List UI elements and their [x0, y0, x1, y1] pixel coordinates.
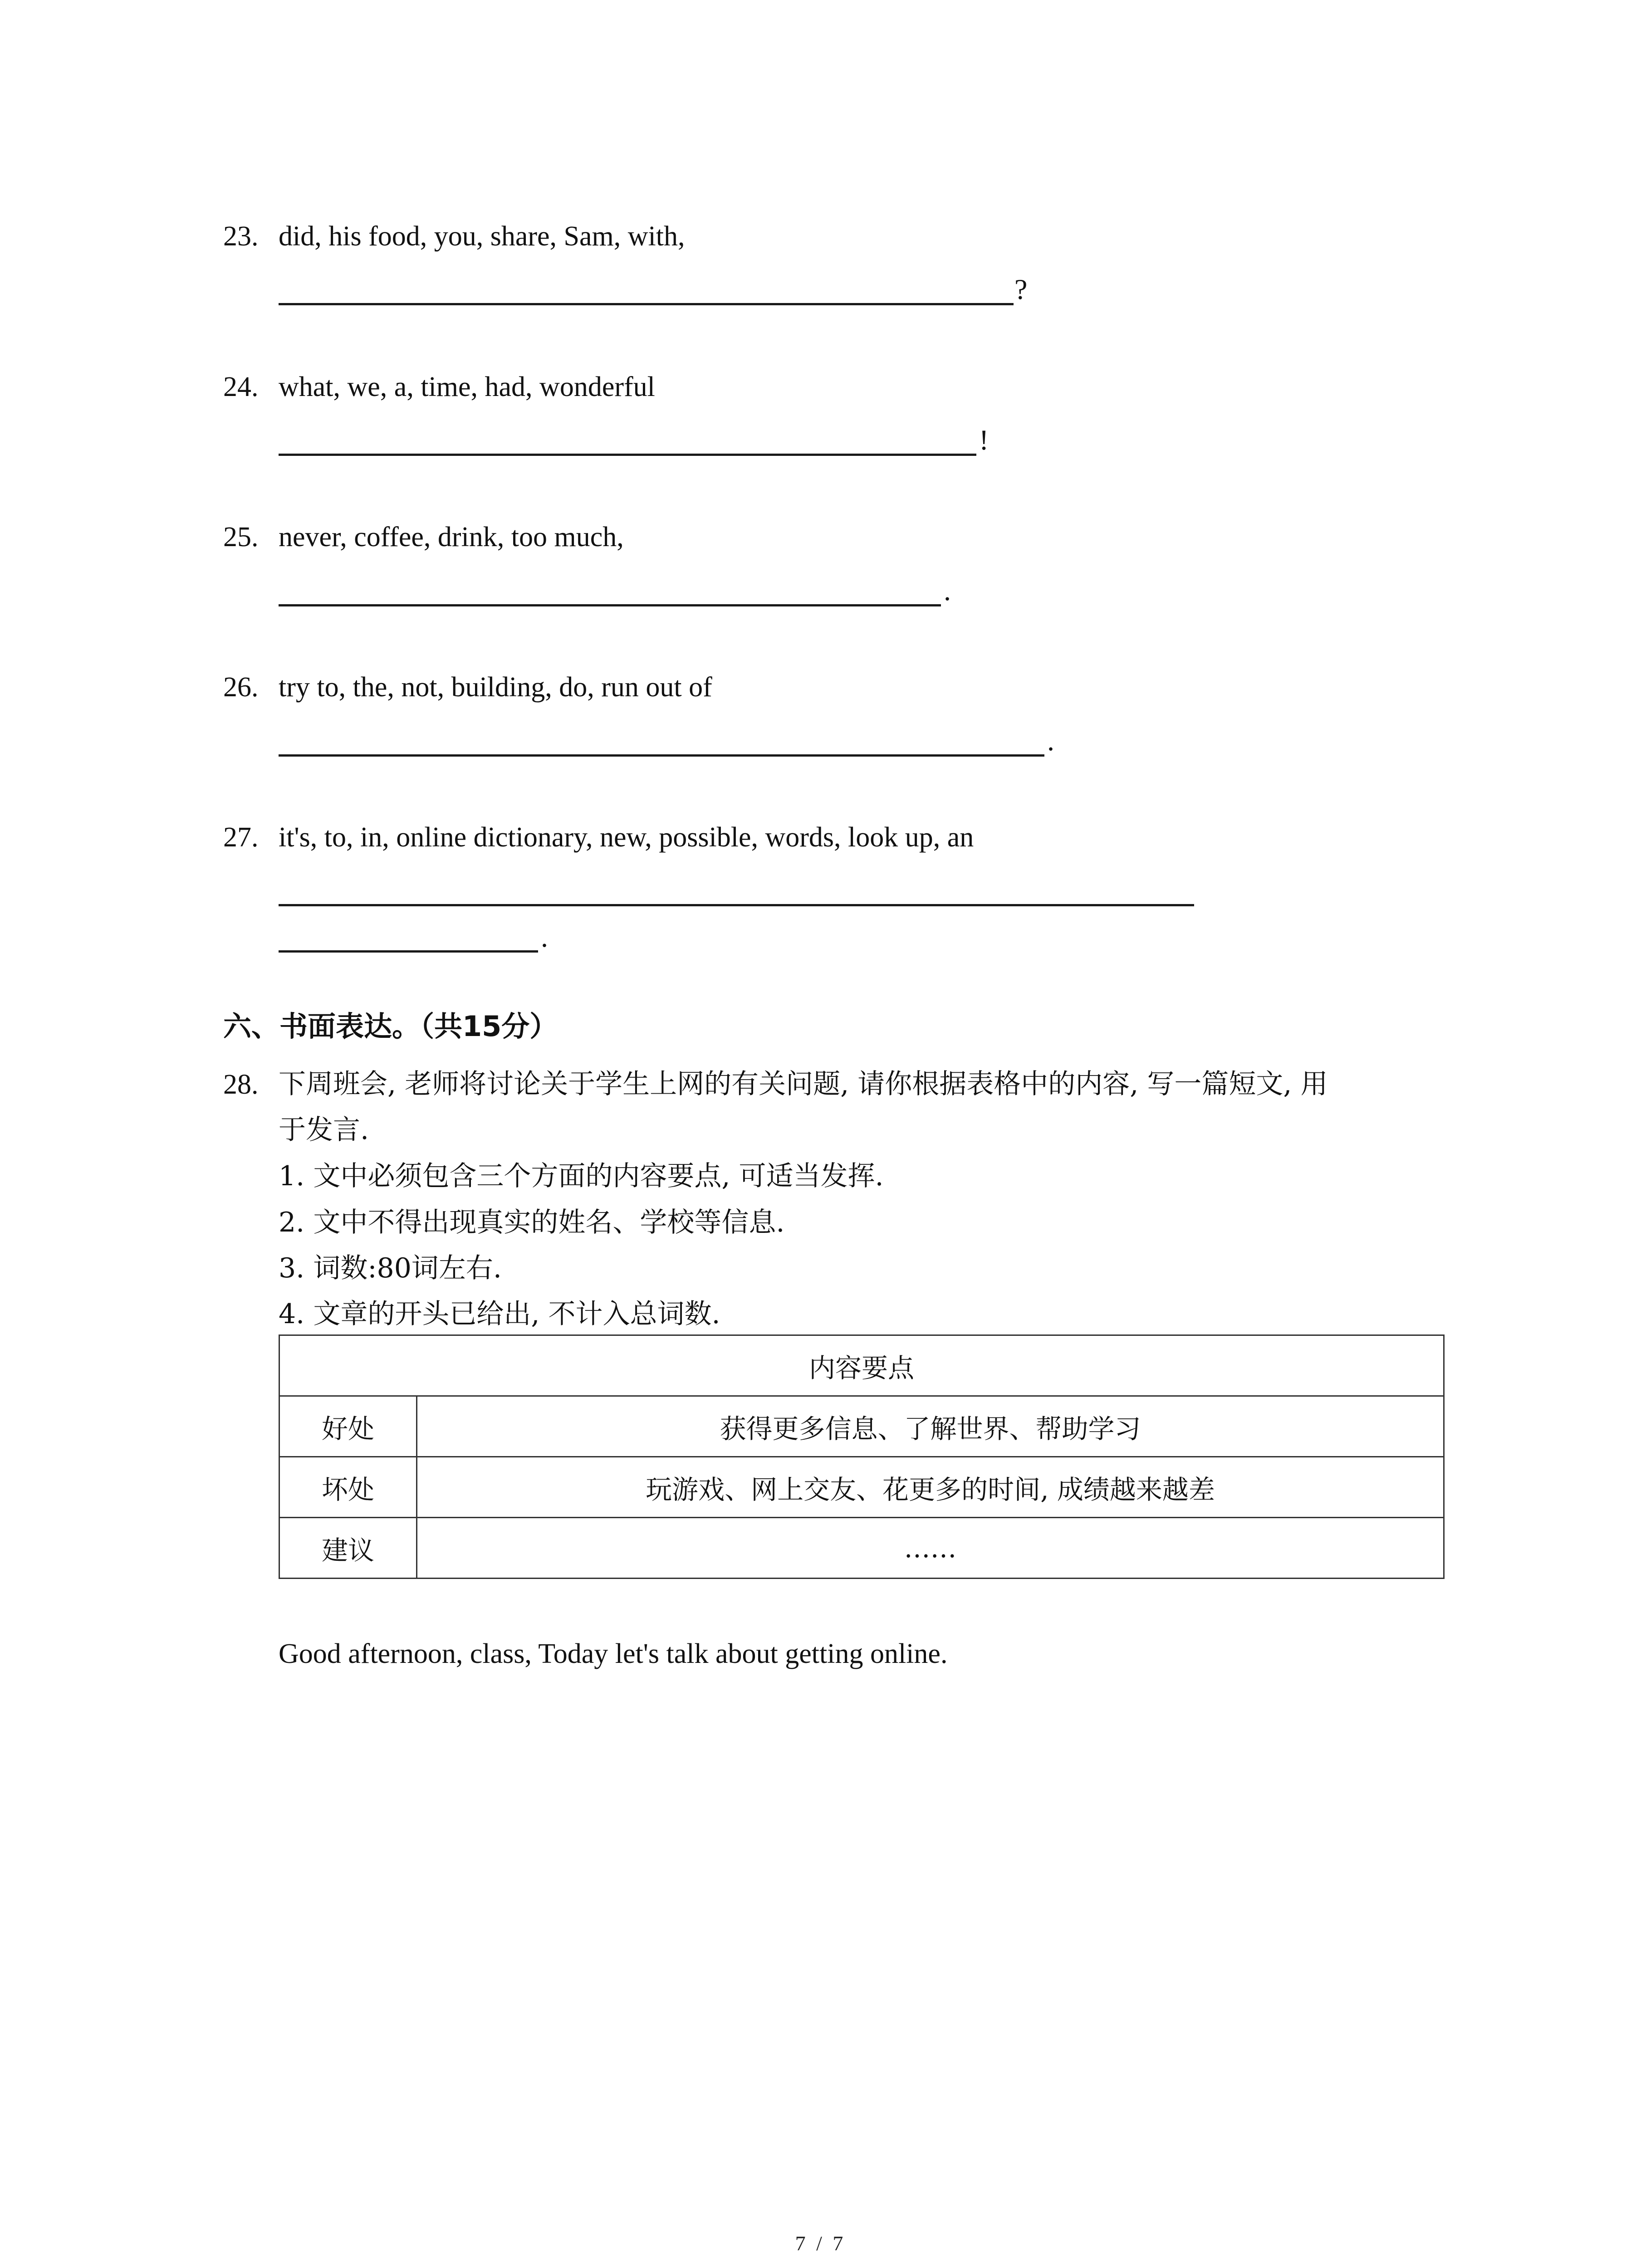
question-words: did, his food, you, share, Sam, with, — [279, 221, 685, 252]
answer-line[interactable] — [279, 303, 1014, 305]
end-mark: . — [1047, 724, 1054, 757]
question-number: 23. — [223, 221, 259, 252]
requirement-item: 4. 文章的开头已给出, 不计入总词数. — [279, 1298, 720, 1330]
question-number: 24. — [223, 371, 259, 402]
requirement-item: 3. 词数:80词左右. — [279, 1252, 502, 1284]
end-mark: . — [944, 574, 951, 606]
table-row — [279, 1396, 1444, 1457]
end-mark: . — [541, 921, 548, 953]
table-row — [279, 1457, 1444, 1518]
answer-line[interactable] — [279, 604, 941, 606]
page-number: 7 / 7 — [795, 2232, 846, 2255]
table-header: 内容要点 — [279, 1335, 1444, 1396]
question-words: what, we, a, time, had, wonderful — [279, 371, 655, 402]
question-number: 25. — [223, 522, 259, 552]
prompt-line-2: 于发言. — [279, 1114, 369, 1146]
answer-line[interactable] — [279, 950, 538, 953]
table-header-row — [279, 1335, 1444, 1396]
question-number: 27. — [223, 822, 259, 853]
answer-line[interactable] — [279, 904, 1194, 906]
row-label: 好处 — [279, 1396, 417, 1457]
row-label: 坏处 — [279, 1457, 417, 1518]
row-content: 获得更多信息、了解世界、帮助学习 — [417, 1396, 1444, 1457]
end-mark: ! — [979, 424, 989, 456]
question-number: 26. — [223, 672, 259, 703]
requirement-item: 1. 文中必须包含三个方面的内容要点, 可适当发挥. — [279, 1160, 884, 1192]
answer-line[interactable] — [279, 454, 976, 456]
end-mark: ? — [1014, 273, 1028, 305]
question-number: 28. — [223, 1069, 259, 1100]
row-label: 建议 — [279, 1518, 417, 1579]
table-row — [279, 1518, 1444, 1579]
section-title: 六、书面表达。（共15分） — [223, 1010, 558, 1043]
requirement-item: 2. 文中不得出现真实的姓名、学校等信息. — [279, 1207, 785, 1238]
essay-opening: Good afternoon, class, Today let's talk about getting online. — [279, 1638, 948, 1669]
answer-line[interactable] — [279, 754, 1044, 757]
prompt-line-1: 下周班会, 老师将讨论关于学生上网的有关问题, 请你根据表格中的内容, 写一篇短文, 用 — [279, 1068, 1328, 1100]
question-words: try to, the, not, building, do, run out of — [279, 672, 712, 703]
row-content: …… — [417, 1518, 1444, 1579]
question-words: it's, to, in, online dictionary, new, possible, words, look up, an — [279, 822, 974, 853]
question-words: never, coffee, drink, too much, — [279, 522, 624, 552]
content-points-table — [279, 1334, 1445, 1579]
row-content: 玩游戏、网上交友、花更多的时间, 成绩越来越差 — [417, 1457, 1444, 1518]
